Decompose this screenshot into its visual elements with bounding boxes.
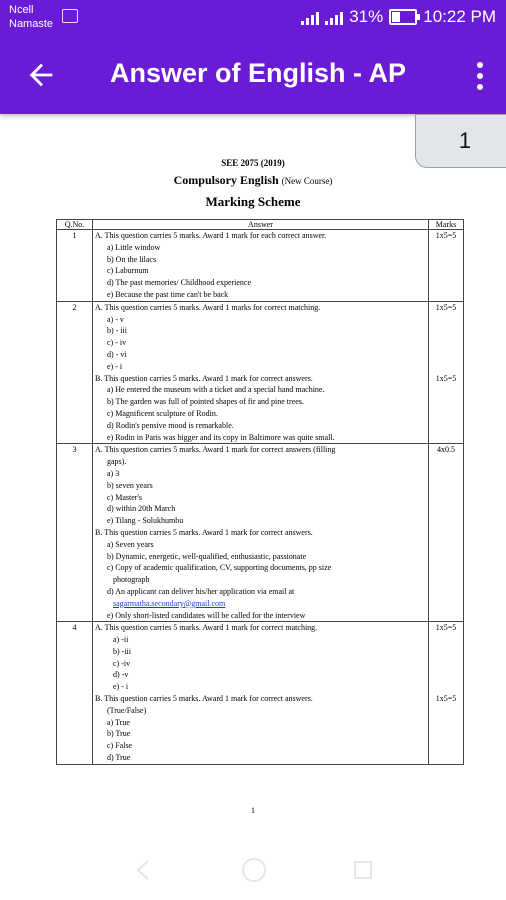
answer-line: d) - vi xyxy=(107,349,127,359)
answer-line: a) True xyxy=(107,717,130,727)
answer-line: c) False xyxy=(107,741,133,751)
table-row xyxy=(57,622,464,765)
answer-line: a) He entered the museum with a ticket and a special hand machine. xyxy=(107,385,325,395)
app-title: Answer of English - AP xyxy=(110,58,407,88)
mark-line xyxy=(431,265,461,277)
answer-line: A. This question carries 5 marks. Award 1 mark for correct matching. xyxy=(95,623,318,633)
answer-line: a) 3 xyxy=(107,468,120,478)
more-options-icon[interactable] xyxy=(476,62,484,90)
signal-icon xyxy=(301,9,319,25)
mark-line xyxy=(431,717,461,729)
mark-line xyxy=(431,492,461,504)
mark-line xyxy=(431,610,461,622)
clock: 10:22 PM xyxy=(423,7,496,26)
answer-line: A. This question carries 5 marks. Award 1 mark for correct answers (filling xyxy=(95,445,336,455)
answer-line: a) - v xyxy=(107,314,124,324)
answer-line: c) Copy of academic qualification, CV, supporting documents, pp size xyxy=(107,563,332,573)
status-bar xyxy=(0,0,506,36)
question-number: 2 xyxy=(57,301,93,444)
answer-line: d) An applicant can deliver his/her application via email at xyxy=(107,586,295,596)
answer-line: c) - iv xyxy=(107,338,127,348)
mark-line xyxy=(431,527,461,539)
answer-line: e) Rodin in Paris was bigger and its copy in Baltimore was quite small. xyxy=(107,432,335,442)
mark-line xyxy=(431,420,461,432)
answer-line: a) Little window xyxy=(107,242,161,252)
mark-line xyxy=(431,289,461,301)
mark-line xyxy=(431,349,461,361)
battery-percent: 31% xyxy=(349,7,384,26)
app-bar xyxy=(0,36,506,114)
mark-line xyxy=(431,396,461,408)
back-arrow-icon[interactable] xyxy=(24,58,58,92)
email-link[interactable]: sagarmatha.secondary@gmail.com xyxy=(113,598,226,608)
battery-icon xyxy=(389,9,417,25)
answer-line: B. This question carries 5 marks. Award 1 mark for correct answers. xyxy=(95,694,313,704)
answer-line: d) Rodin's pensive mood is remarkable. xyxy=(107,420,234,430)
marks-cell xyxy=(429,301,464,444)
marks-cell xyxy=(429,444,464,622)
notification-line-1: Ncell xyxy=(9,4,34,16)
marking-scheme-heading: Marking Scheme xyxy=(205,194,301,209)
answer-line: A. This question carries 5 marks. Award 1 marks for correct matching. xyxy=(95,302,321,312)
table-row xyxy=(57,230,464,302)
answer-line: b) - iii xyxy=(107,326,127,336)
mark-line xyxy=(431,669,461,681)
table-row xyxy=(57,444,464,622)
answer-line: gaps). xyxy=(107,457,127,467)
mark-line xyxy=(431,539,461,551)
exam-title: SEE 2075 (2019) xyxy=(221,158,285,168)
mark-line xyxy=(431,681,461,693)
mark-line xyxy=(431,598,461,610)
answer-cell xyxy=(93,230,429,302)
subject-note: (New Course) xyxy=(281,176,333,186)
answer-line: e) Because the past time can't be back xyxy=(107,289,229,299)
answer-line: B. This question carries 5 marks. Award 1 mark for correct answers. xyxy=(95,527,313,537)
answer-line: d) True xyxy=(107,753,131,763)
mark-line xyxy=(431,562,461,574)
table-row xyxy=(57,301,464,444)
mark-line xyxy=(431,728,461,740)
answer-line: b) -iii xyxy=(113,646,131,656)
mark-line xyxy=(431,515,461,527)
answer-cell xyxy=(93,301,429,444)
answer-line: c) Magnificent sculpture of Rodin. xyxy=(107,408,218,418)
mark-line: 1x5=5 xyxy=(435,694,457,704)
mark-line xyxy=(431,551,461,563)
mark-line xyxy=(431,574,461,586)
answer-line: photograph xyxy=(113,575,150,585)
answer-line: d) within 20th March xyxy=(107,504,176,514)
answer-line: e) - i xyxy=(113,682,129,692)
question-number: 1 xyxy=(57,230,93,302)
marks-cell xyxy=(429,622,464,765)
mark-line xyxy=(431,325,461,337)
mark-line xyxy=(431,503,461,515)
mark-line xyxy=(431,468,461,480)
mark-line xyxy=(431,646,461,658)
nav-home-icon[interactable] xyxy=(241,857,267,883)
mark-line: 1x5=5 xyxy=(435,231,457,240)
mark-line xyxy=(431,634,461,646)
answer-line: d) -v xyxy=(113,670,129,680)
page-indicator: 1 xyxy=(415,114,506,168)
mark-line: 4x0.5 xyxy=(437,445,455,455)
mark-line xyxy=(431,480,461,492)
header-answer: Answer xyxy=(93,220,429,230)
marks-cell xyxy=(429,230,464,302)
mark-line xyxy=(431,314,461,326)
answer-line: b) True xyxy=(107,729,131,739)
mark-line xyxy=(431,254,461,266)
mark-line: 1x5=5 xyxy=(435,302,457,312)
signal-icon-2 xyxy=(325,9,343,25)
mark-line xyxy=(431,337,461,349)
mark-line: 1x5=5 xyxy=(435,373,457,383)
notification-text xyxy=(9,3,53,31)
mark-line xyxy=(431,752,461,764)
mark-line xyxy=(431,658,461,670)
page-number: 1 xyxy=(251,806,255,815)
answer-line: c) -iv xyxy=(113,658,131,668)
answer-line: e) Only short-listed candidates will be called for the interview xyxy=(107,610,306,620)
answer-line: b) The garden was full of pointed shapes of fir and pine trees. xyxy=(107,397,304,407)
mark-line xyxy=(431,456,461,468)
mark-line xyxy=(431,242,461,254)
answer-line: B. This question carries 5 marks. Award 1 mark for correct answers. xyxy=(95,373,313,383)
answer-line: d) The past memories/ Childhood experience xyxy=(107,278,252,288)
answer-cell xyxy=(93,444,429,622)
answer-line: e) - i xyxy=(107,361,123,371)
question-number: 4 xyxy=(57,622,93,765)
nav-back-icon[interactable] xyxy=(132,858,156,882)
answer-line: c) Master's xyxy=(107,492,142,502)
mark-line xyxy=(431,408,461,420)
question-number: 3 xyxy=(57,444,93,622)
answer-line: e) Tilang - Solukhumbu xyxy=(107,516,184,526)
mark-line xyxy=(431,740,461,752)
mark-line xyxy=(431,586,461,598)
answer-cell xyxy=(93,622,429,765)
pdf-page xyxy=(0,114,506,854)
header-marks: Marks xyxy=(429,220,464,230)
nav-recents-icon[interactable] xyxy=(352,859,374,881)
answer-line: b) Dynamic, energetic, well-qualified, enthusiastic, passionate xyxy=(107,551,307,561)
mark-line xyxy=(431,384,461,396)
answer-line: a) Seven years xyxy=(107,539,154,549)
answer-line: b) seven years xyxy=(107,480,153,490)
mark-line xyxy=(431,432,461,444)
answer-line: c) Laburnum xyxy=(107,266,149,276)
navigation-bar xyxy=(0,840,506,900)
mark-line xyxy=(431,361,461,373)
answer-line: A. This question carries 5 marks. Award 1 mark for each correct answer. xyxy=(95,231,327,240)
answer-line: a) -ii xyxy=(113,635,129,645)
notification-line-2: Namaste xyxy=(9,18,54,30)
answer-line: b) On the lilacs xyxy=(107,254,157,264)
subject-title: Compulsory English (New Course) xyxy=(173,173,333,187)
header-qno: Q.No. xyxy=(57,220,93,230)
mark-line xyxy=(431,705,461,717)
message-icon xyxy=(62,9,78,23)
marking-scheme-table xyxy=(56,219,464,765)
mark-line: 1x5=5 xyxy=(435,623,457,633)
mark-line xyxy=(431,277,461,289)
answer-line: (True/False) xyxy=(107,705,147,715)
